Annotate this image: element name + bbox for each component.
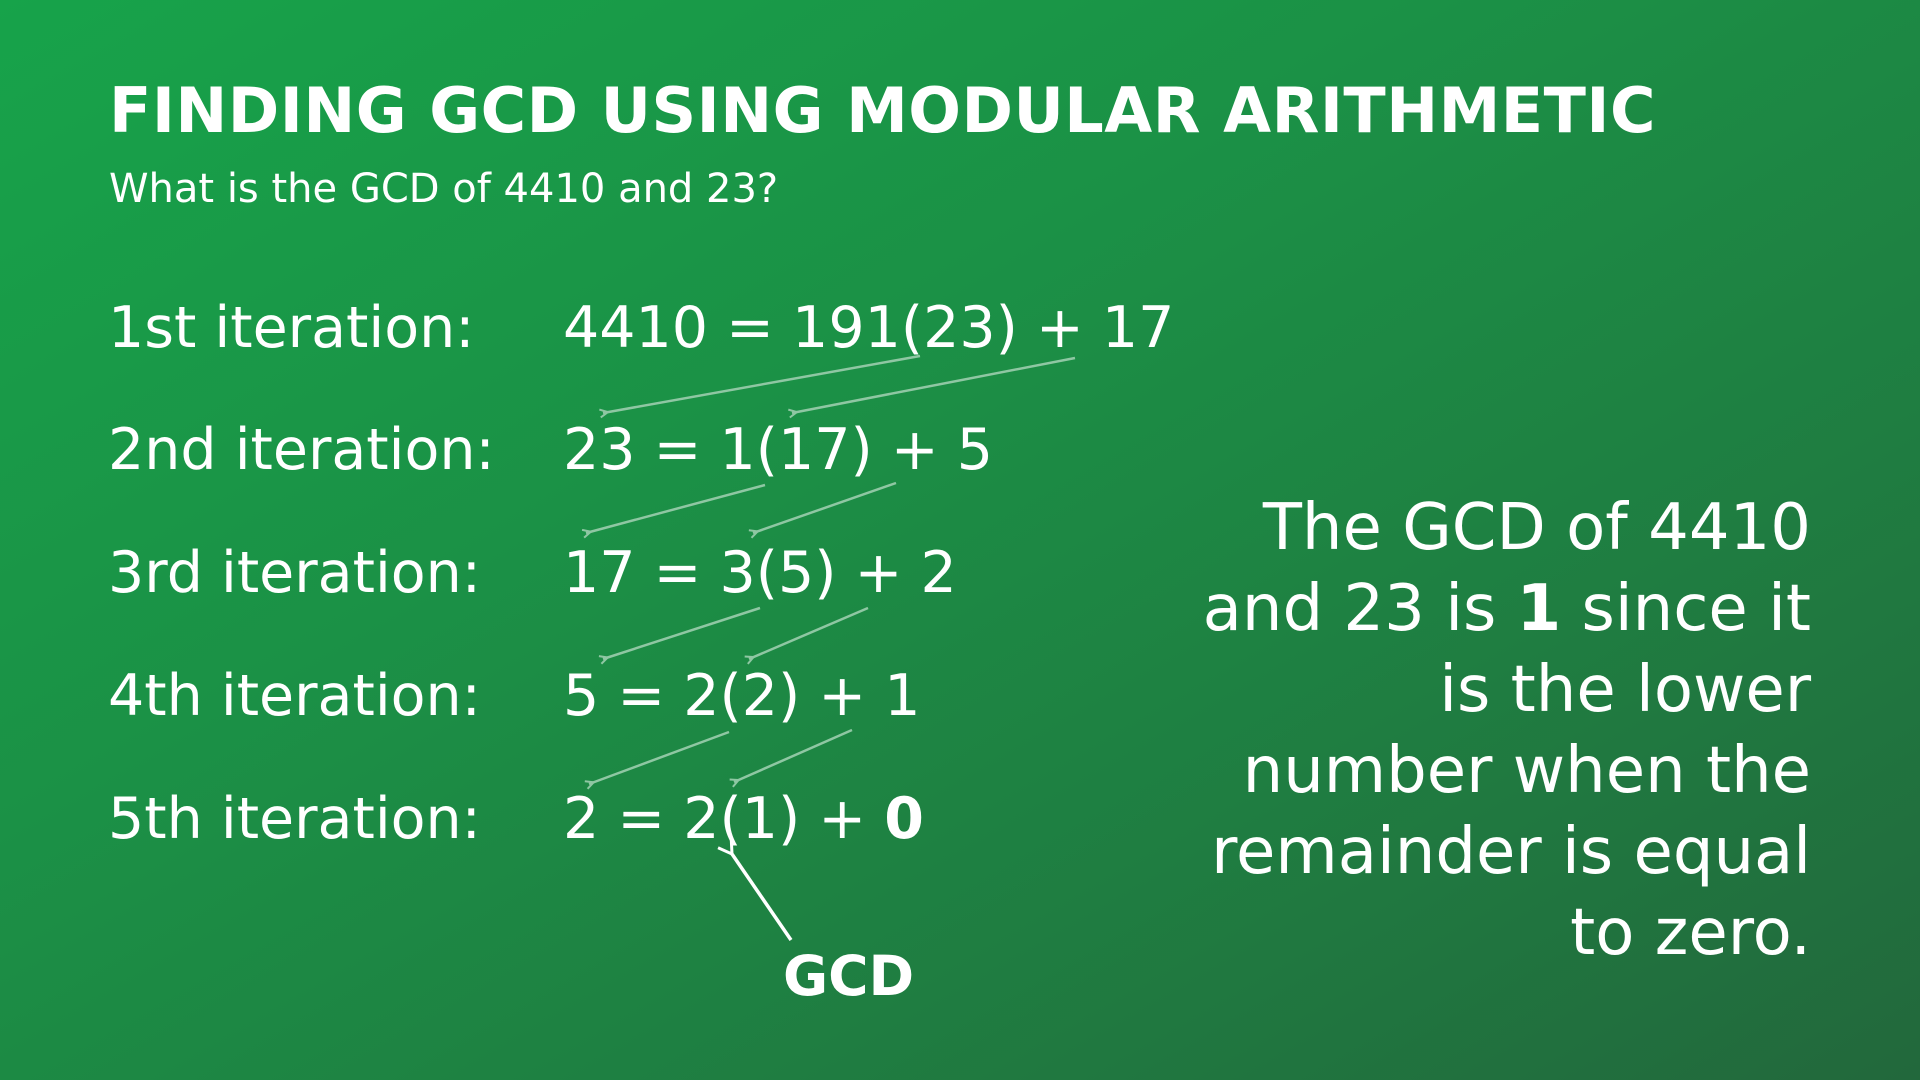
arrow-4a — [589, 732, 729, 784]
conclusion-after: since it is the lower number when the remainder is equal to zero. — [1211, 572, 1811, 970]
arrow-2b — [753, 483, 896, 533]
page-title: FINDING GCD USING MODULAR ARITHMETIC — [109, 74, 1656, 147]
question-subtitle: What is the GCD of 4410 and 23? — [109, 166, 779, 212]
arrow-1a — [603, 356, 920, 413]
iteration-2-label: 2nd iteration: — [108, 417, 495, 483]
conclusion-before: The GCD of 4410 and 23 is — [1202, 491, 1811, 646]
iteration-5-equation-text: 2 = 2(1) + — [563, 786, 885, 852]
arrow-3a — [603, 608, 760, 659]
iteration-5-label: 5th iteration: — [108, 786, 481, 852]
iteration-1-label: 1st iteration: — [108, 295, 475, 361]
iteration-3-equation-text: 17 = 3(5) + 2 — [563, 540, 957, 606]
iteration-2-equation-text: 23 = 1(17) + 5 — [563, 417, 994, 483]
arrow-3b — [749, 608, 868, 659]
gcd-pointer-arrow — [732, 854, 791, 940]
arrow-1b — [792, 358, 1075, 413]
gcd-label: GCD — [783, 944, 915, 1008]
iteration-1-equation-text: 4410 = 191(23) + 17 — [563, 295, 1175, 361]
conclusion-gcd-value: 1 — [1516, 572, 1562, 646]
iteration-4-equation-text: 5 = 2(2) + 1 — [563, 663, 921, 729]
iteration-3-label: 3rd iteration: — [108, 540, 482, 606]
arrow-2a — [586, 485, 765, 533]
final-remainder-zero: 0 — [884, 786, 924, 852]
iteration-4-label: 4th iteration: — [108, 663, 481, 729]
arrow-4b — [734, 730, 852, 782]
conclusion-text — [1191, 488, 1811, 974]
